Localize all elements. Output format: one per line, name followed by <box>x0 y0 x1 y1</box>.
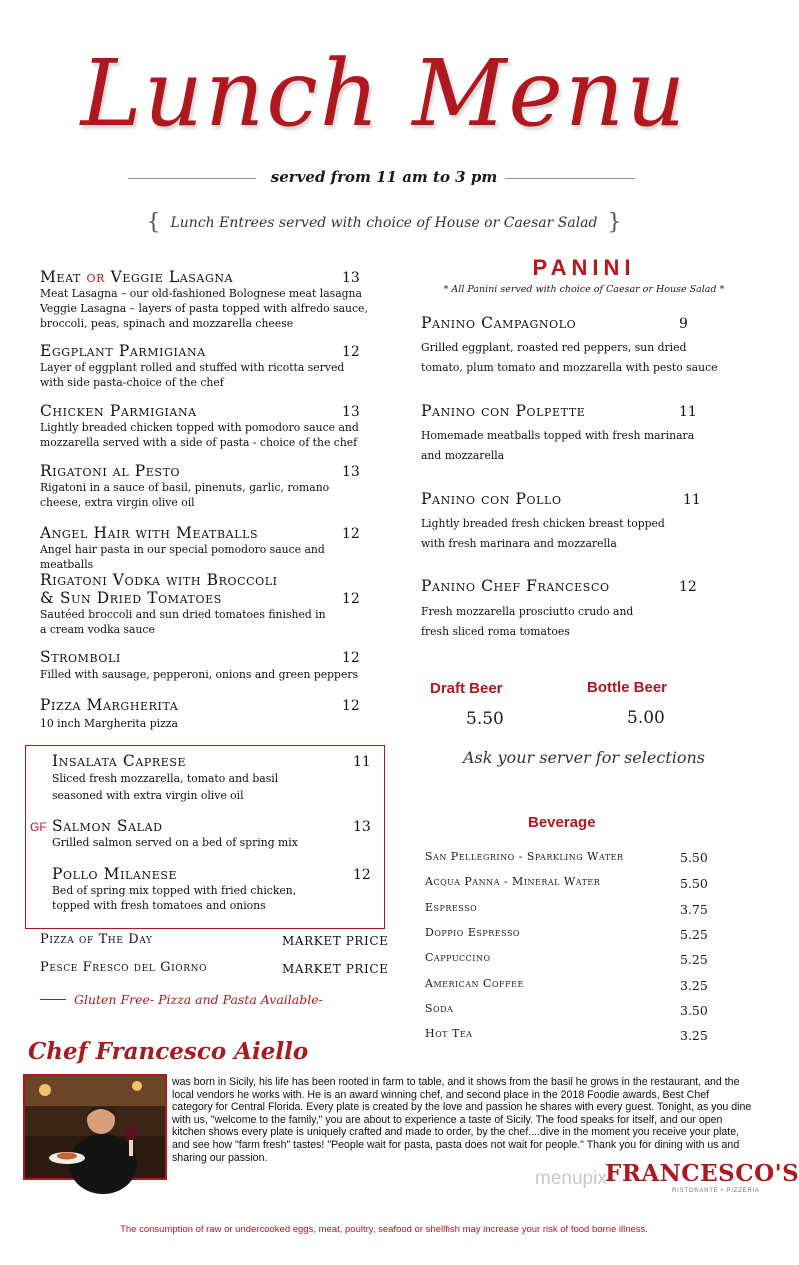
bracket-right-icon: } <box>607 210 622 235</box>
beverage-item-price: 5.25 <box>680 927 708 942</box>
caprese-desc: Sliced fresh mozzarella, tomato and basil seasoned with extra virgin olive oil <box>52 772 279 802</box>
pollo-milanese-price: 12 <box>353 867 371 883</box>
panini-note: * All Panini served with choice of Caesar or House Salad * <box>443 284 725 295</box>
beverage-item-name: Doppio Espresso <box>425 926 520 939</box>
food-safety-warning: The consumption of raw or undercooked eggs, meat, poultry, seafood or shellfish may increase your risk of food borne illness. <box>120 1224 648 1235</box>
restaurant-logo-subtitle: RISTORANTE • PIZZERIA <box>672 1188 760 1194</box>
chef-panino-price: 12 <box>679 579 697 595</box>
beverage-item-price: 5.50 <box>680 876 708 891</box>
campagnolo-title: Panino Campagnolo <box>421 314 577 332</box>
campagnolo-price: 9 <box>679 316 688 332</box>
beverage-item-name: San Pellegrino - Sparkling Water <box>425 850 624 863</box>
stromboli-title: Stromboli <box>40 648 121 666</box>
stromboli-price: 12 <box>342 650 360 666</box>
caprese-price: 11 <box>353 754 371 770</box>
ask-server-note: Ask your server for selections <box>462 748 706 767</box>
pizza-margherita-price: 12 <box>342 698 360 714</box>
draft-beer-label: Draft Beer <box>430 680 503 697</box>
rigatoni-vodka-desc: Sautéed broccoli and sun dried tomatoes finished in a cream vodka sauce <box>40 608 326 636</box>
angel-hair-title: Angel Hair with Meatballs <box>40 524 259 542</box>
eggplant-desc: Layer of eggplant rolled and stuffed with ricotta served with side pasta-choice of the chef <box>40 361 345 389</box>
rigatoni-pesto-desc: Rigatoni in a sauce of basil, pinenuts, garlic, romano cheese, extra virgin olive oil <box>40 481 330 509</box>
bracket-left-icon: { <box>146 210 161 235</box>
polpette-price: 11 <box>679 404 697 420</box>
angel-hair-price: 12 <box>342 526 360 542</box>
polpette-title: Panino con Polpette <box>421 402 586 420</box>
beverage-item-price: 3.25 <box>680 978 708 993</box>
pizza-margherita-title: Pizza Margherita <box>40 696 179 714</box>
gluten-free-text: Gluten Free- Pizza and Pasta Available- <box>74 992 323 1007</box>
page-title: Lunch Menu <box>80 40 688 147</box>
chef-name: Chef Francesco Aiello <box>28 1038 309 1065</box>
chef-panino-title: Panino Chef Francesco <box>421 577 610 595</box>
pesce-title: Pesce Fresco del Giorno <box>40 960 208 975</box>
polpette-desc: Homemade meatballs topped with fresh marinara and mozzarella <box>421 429 695 462</box>
angel-hair-desc: Angel hair pasta in our special pomodoro sauce and meatballs <box>40 543 325 571</box>
pizza-of-day-price: MARKET PRICE <box>282 934 389 948</box>
beverage-item-name: Soda <box>425 1002 454 1015</box>
chef-photo <box>23 1074 167 1180</box>
eggplant-price: 12 <box>342 344 360 360</box>
dash-rule <box>40 999 66 1000</box>
salad-note-text: Lunch Entrees served with choice of House or Caesar Salad <box>170 215 598 231</box>
lasagna-title-or: or <box>86 268 106 286</box>
bottle-beer-price: 5.00 <box>627 708 665 728</box>
pizza-margherita-desc: 10 inch Margherita pizza <box>40 717 178 730</box>
watermark: menupix <box>535 1168 607 1189</box>
beverage-item-price: 5.25 <box>680 952 708 967</box>
panini-heading: PANINI <box>532 255 636 280</box>
beverage-item-price: 3.75 <box>680 902 708 917</box>
panino-pollo-title: Panino con Pollo <box>421 490 562 508</box>
rigatoni-vodka-title-1: Rigatoni Vodka with Broccoli <box>40 571 278 589</box>
beverage-item-name: Hot Tea <box>425 1027 473 1040</box>
salmon-title: Salmon Salad <box>52 817 163 835</box>
chicken-price: 13 <box>342 404 360 420</box>
draft-beer-price: 5.50 <box>466 709 504 729</box>
rigatoni-vodka-title-2: & Sun Dried Tomatoes <box>40 589 222 607</box>
beverage-item-price: 3.25 <box>680 1028 708 1043</box>
lasagna-title-a: Meat <box>40 268 81 286</box>
salad-note <box>0 210 768 235</box>
pizza-of-day-title: Pizza of The Day <box>40 932 153 947</box>
caprese-title: Insalata Caprese <box>52 752 187 770</box>
beverage-item-price: 3.50 <box>680 1003 708 1018</box>
beverage-item-name: American Coffee <box>425 977 524 990</box>
eggplant-title: Eggplant Parmigiana <box>40 342 206 360</box>
chef-portrait-icon <box>25 1076 165 1178</box>
restaurant-logo: FRANCESCO'S <box>605 1160 799 1187</box>
pollo-milanese-desc: Bed of spring mix topped with fried chicken, topped with fresh tomatoes and onions <box>52 884 297 912</box>
bottle-beer-label: Bottle Beer <box>587 679 668 696</box>
salmon-desc: Grilled salmon served on a bed of spring mix <box>52 836 298 849</box>
rigatoni-vodka-price: 12 <box>342 591 360 607</box>
lasagna-desc: Meat Lasagna – our old-fashioned Bolognese meat lasagna Veggie Lasagna – layers of pasta topped with alfredo sauce, broccoli, peas, spinach and mozzarella cheese <box>40 287 368 330</box>
pesce-price: MARKET PRICE <box>282 962 389 976</box>
beverage-item-name: Cappuccino <box>425 951 491 964</box>
subtitle: served from 11 am to 3 pm <box>270 168 498 186</box>
chicken-desc: Lightly breaded chicken topped with pomodoro sauce and mozzarella served with a side of pasta - choice of the chef <box>40 421 359 449</box>
rigatoni-pesto-price: 13 <box>342 464 360 480</box>
lasagna-title-b: Veggie Lasagna <box>110 268 234 286</box>
beverage-item-price: 5.50 <box>680 850 708 865</box>
pollo-milanese-title: Pollo Milanese <box>52 865 178 883</box>
rigatoni-pesto-title: Rigatoni al Pesto <box>40 462 181 480</box>
panino-pollo-price: 11 <box>683 492 701 508</box>
beverage-heading: Beverage <box>528 814 596 831</box>
gluten-free-note <box>40 992 385 1007</box>
beverage-item-name: Espresso <box>425 901 478 914</box>
chef-panino-desc: Fresh mozzarella prosciutto crudo and fresh sliced roma tomatoes <box>421 605 634 638</box>
chicken-title: Chicken Parmigiana <box>40 402 197 420</box>
campagnolo-desc: Grilled eggplant, roasted red peppers, sun dried tomato, plum tomato and mozzarella with pesto sauce <box>421 341 718 374</box>
lasagna-price: 13 <box>342 270 360 286</box>
beverage-item-name: Acqua Panna - Mineral Water <box>425 875 601 888</box>
chef-bio: was born in Sicily, his life has been rooted in farm to table, and it shows from the basil he grows in the restaurant, and the local vendors he works with. He is an award winning chef, and second place in the 2018 Foodie awards, Best Chef category for Central Florida. Every plate is created by the love and passion he shares with every guest. Tonight, as you dine with us, "welcome to the family," you are about to experience a taste of Sicily. The food speaks for itself, and our open kitchen shows every plate is uniquely crafted and made to order, by the chef....dive in the moment you receive your plate, and see how "farm fresh" tastes! "People wait for pasta, pasta does not wait for people." Thank you for dining with us and sharing our passion. <box>172 1076 752 1164</box>
gf-badge: GF <box>30 820 47 834</box>
salmon-price: 13 <box>353 819 371 835</box>
stromboli-desc: Filled with sausage, pepperoni, onions and green peppers <box>40 668 359 681</box>
lasagna-title <box>40 268 233 286</box>
subtitle-rule-right <box>505 178 635 179</box>
panino-pollo-desc: Lightly breaded fresh chicken breast topped with fresh marinara and mozzarella <box>421 517 665 550</box>
